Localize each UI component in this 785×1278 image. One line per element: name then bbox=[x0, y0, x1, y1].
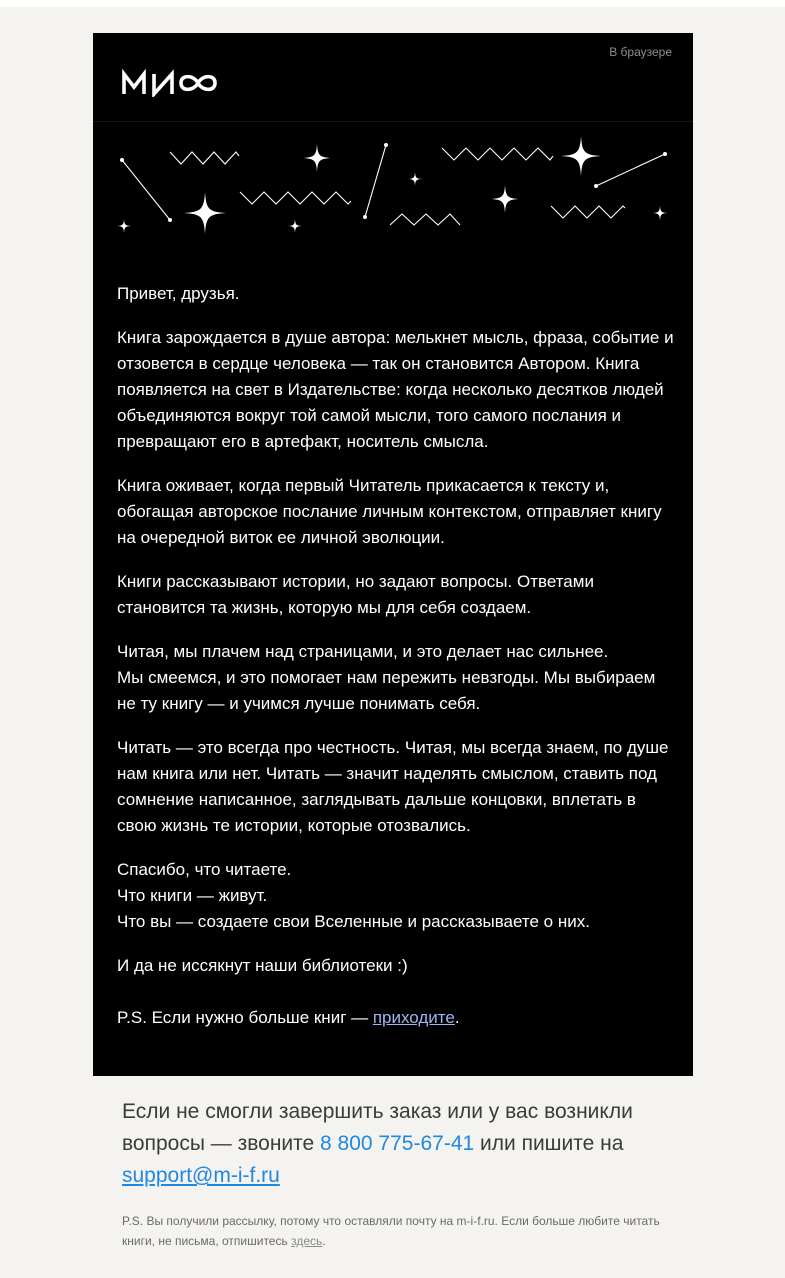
stars-decoration bbox=[93, 122, 693, 244]
postscript-suffix: . bbox=[454, 1008, 460, 1027]
contact-prefix: Если не смогли завершить заказ или у вас возникли вопросы — звоните bbox=[122, 1100, 633, 1155]
paragraph-4-line-1: Читая, мы плачем над страницами, и это делает нас сильнее. bbox=[117, 642, 609, 661]
paragraph-4-line-2: Мы смеемся, и это помогает нам пережить невзгоды. Мы выбираем не ту книгу — и учимся лучше понимать себя. bbox=[117, 668, 656, 713]
mif-logo[interactable] bbox=[122, 69, 220, 97]
email-card bbox=[93, 33, 693, 1076]
greeting-text: Привет, друзья. bbox=[117, 284, 240, 303]
notice-suffix: . bbox=[322, 1234, 326, 1248]
phone-link[interactable]: 8 800 775-67-41 bbox=[320, 1132, 475, 1155]
thanks-line-2: Что книги — живут. bbox=[117, 886, 268, 905]
paragraph-1: Книга зарождается в душе автора: мелькнет мысль, фраза, событие и отзовется в сердце человека — так он становится Автором. Книга появляется на свет в Издательстве: когда несколько десятков людей объединяются вокруг той самой мысли, того самого послания и превращают его в артефакт, носитель смысла. bbox=[117, 328, 674, 451]
paragraph-6 bbox=[117, 857, 677, 935]
top-strip bbox=[0, 0, 785, 7]
subscription-notice bbox=[122, 1211, 682, 1251]
notice-prefix: P.S. Вы получили рассылку, потому что оставляли почту на m-i-f.ru. Если больше любите читать книги, не письма, отпишитесь bbox=[122, 1214, 660, 1248]
postscript bbox=[117, 1005, 677, 1031]
postscript-prefix: P.S. Если нужно больше книг — bbox=[117, 1008, 373, 1027]
paragraph-4 bbox=[117, 639, 677, 717]
open-in-browser-link[interactable]: В браузере bbox=[609, 45, 672, 59]
thanks-line-3: Что вы — создаете свои Вселенные и рассказываете о них. bbox=[117, 912, 590, 931]
paragraph-2: Книга оживает, когда первый Читатель прикасается к тексту и, обогащая авторское послание личным контекстом, отправляет книгу на очередной виток ее личной эволюции. bbox=[117, 476, 662, 547]
contact-info bbox=[122, 1096, 652, 1192]
paragraph-5: Читать — это всегда про честность. Читая, мы всегда знаем, по душе нам книга или нет. Читать — значит наделять смыслом, ставить под сомнение написанное, заглядывать дальше концовки, вплетать в свою жизнь те истории, которые отозвались. bbox=[117, 738, 669, 835]
come-visit-link[interactable]: приходите bbox=[372, 1008, 455, 1027]
contact-mid: или пишите на bbox=[474, 1132, 624, 1155]
paragraph-3: Книги рассказывают истории, но задают вопросы. Ответами становится та жизнь, которую мы для себя создаем. bbox=[117, 572, 594, 617]
support-email-link[interactable]: support@m-i-f.ru bbox=[122, 1164, 280, 1187]
unsubscribe-link[interactable]: здесь bbox=[291, 1234, 323, 1248]
thanks-line-1: Спасибо, что читаете. bbox=[117, 860, 292, 879]
email-header bbox=[93, 33, 693, 121]
paragraph-7: И да не иссякнут наши библиотеки :) bbox=[117, 956, 408, 975]
letter-body bbox=[117, 281, 677, 1049]
